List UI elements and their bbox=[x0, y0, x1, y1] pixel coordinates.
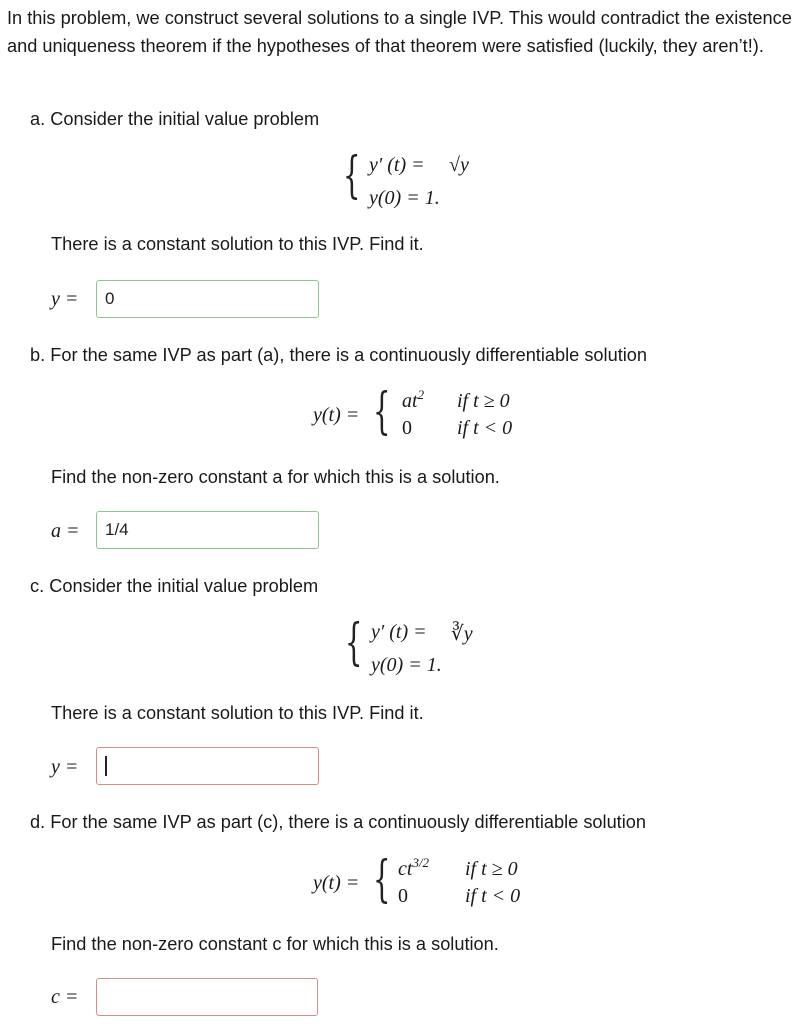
part-c-find-text: There is a constant solution to this IVP. Find it. bbox=[51, 703, 424, 723]
part-a-eq1-lhs: y′ (t) = bbox=[369, 154, 425, 176]
part-d-answer-input[interactable] bbox=[96, 978, 318, 1016]
part-b-lhs: y(t) = bbox=[313, 404, 360, 426]
brace-icon: { bbox=[373, 850, 391, 908]
part-b-find-text: Find the non-zero constant a for which this is a solution. bbox=[51, 467, 500, 487]
problem-intro: In this problem, we construct several solutions to a single IVP. This would contradict the existence and uniqueness theorem if the hypotheses of that theorem were satisfied (luckily, they aren’t!). bbox=[7, 8, 792, 56]
part-b-case1: $at^2$ bbox=[402, 387, 425, 412]
part-b-case1-cond: if t ≥ 0 bbox=[457, 390, 510, 412]
part-c-eq1-lhs: y′ (t) = bbox=[371, 621, 427, 643]
part-a-answer-label: y = bbox=[51, 288, 79, 310]
part-c-question: c. Consider the initial value problem bbox=[30, 576, 319, 596]
brace-icon: { bbox=[373, 382, 391, 440]
part-a-eq2: y(0) = 1. bbox=[369, 187, 440, 209]
part-d-answer-label: c = bbox=[51, 986, 79, 1008]
part-b-case2: 0 bbox=[402, 417, 412, 439]
part-d-case2-cond: if t < 0 bbox=[465, 885, 521, 907]
brace-icon: { bbox=[343, 146, 361, 204]
part-a-answer-input[interactable] bbox=[96, 280, 319, 318]
part-c-eq2: y(0) = 1. bbox=[371, 654, 442, 676]
part-b-case2-cond: if t < 0 bbox=[457, 417, 513, 439]
part-d-case1: $ct^{3/2}$ bbox=[398, 855, 430, 880]
part-b-answer-input[interactable] bbox=[96, 511, 319, 549]
part-a-find-text: There is a constant solution to this IVP. Find it. bbox=[51, 234, 424, 254]
part-c-answer-label: y = bbox=[51, 756, 79, 778]
part-d-find-text: Find the non-zero constant c for which this is a solution. bbox=[51, 934, 499, 954]
part-d-case2: 0 bbox=[398, 885, 408, 907]
part-d-lhs: y(t) = bbox=[313, 872, 360, 894]
part-c-eq1-rhs: ∛y bbox=[451, 623, 473, 645]
part-a-eq1-rhs: √y bbox=[449, 154, 469, 176]
text-cursor bbox=[105, 756, 107, 776]
part-d-case1-cond: if t ≥ 0 bbox=[465, 858, 518, 880]
part-b-question: b. For the same IVP as part (a), there is a continuously differentiable solution bbox=[30, 345, 648, 365]
part-c-answer-input[interactable] bbox=[96, 747, 319, 785]
part-d-question: d. For the same IVP as part (c), there is a continuously differentiable solution bbox=[30, 812, 647, 832]
part-b-answer-label: a = bbox=[51, 520, 80, 542]
brace-icon: { bbox=[345, 613, 363, 671]
part-a-question: a. Consider the initial value problem bbox=[30, 109, 320, 129]
